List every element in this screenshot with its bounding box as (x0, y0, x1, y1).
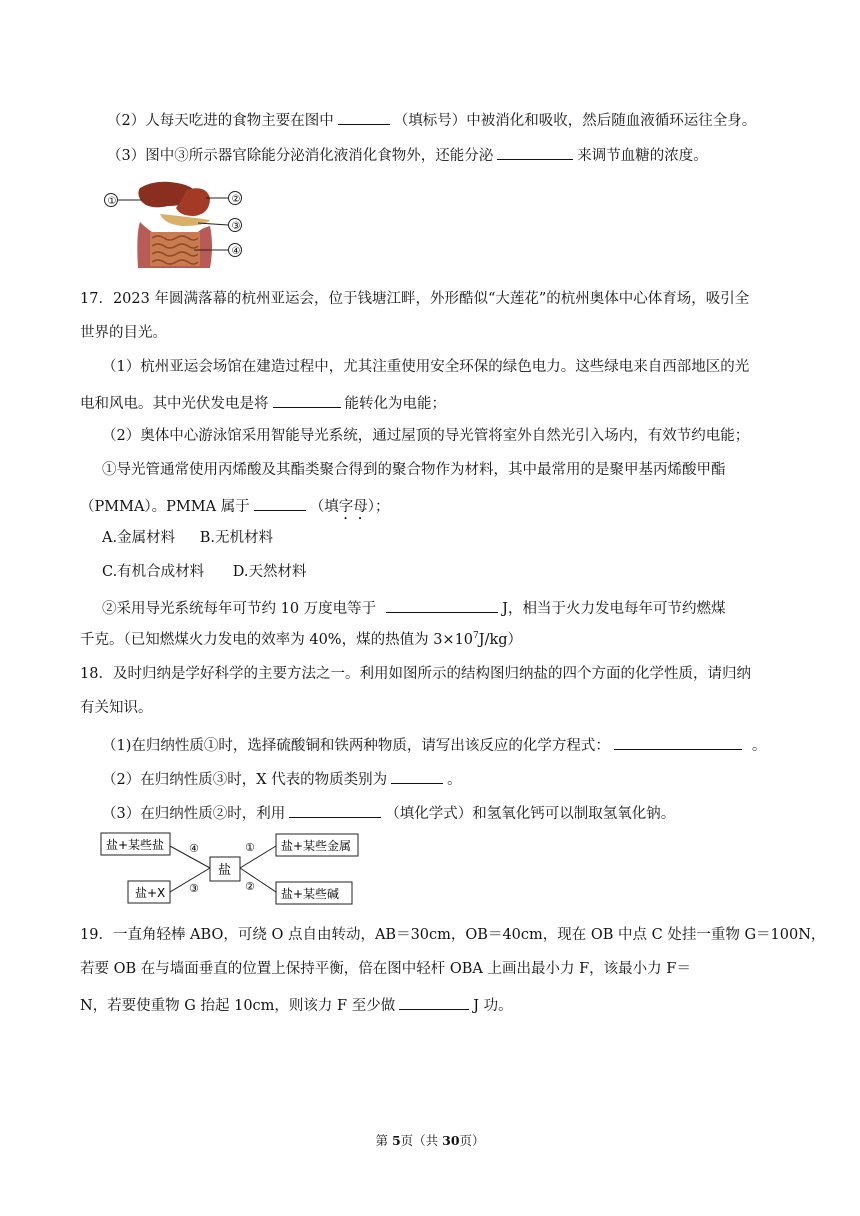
q18-intro-line1: 18．及时归纳是学好科学的主要方法之一。利用如图所示的结构图归纳盐的四个方面的化学性质，请归纳 (80, 666, 751, 682)
q16-part3: （3）图中③所示器官除能分泌消化液消化食物外，还能分泌 来调节血糖的浓度。 (107, 143, 708, 166)
q17-part2-line4: ②采用导光系统每年可节约 10 万度电等于 J，相当于火力发电每年可节约燃煤 (102, 596, 725, 619)
label-salt-plus-metal: 盐+某些金属 (281, 839, 352, 853)
salt-properties-diagram (100, 828, 362, 908)
page-footer: 第 5页（共 30页） (375, 1133, 485, 1148)
figure-label-3: ③ (231, 221, 241, 232)
q17-options-row1 (102, 528, 273, 548)
q17-options-row2 (102, 562, 307, 582)
figure-label-2: ② (231, 194, 241, 205)
option-a: A.金属材料 (102, 530, 176, 546)
option-b: B.无机材料 (199, 530, 273, 546)
figure-label-4: ④ (231, 246, 241, 257)
q17-part2-line2: ①导光管通常使用丙烯酸及其酯类聚合得到的聚合物作为材料，其中最常用的是聚甲基丙烯酸甲酯 (102, 462, 726, 478)
label-salt-plus-x: 盐+X (135, 886, 166, 900)
marker-1: ① (245, 841, 255, 854)
marker-2: ② (245, 880, 255, 893)
answer-blank[interactable] (391, 767, 443, 784)
answer-blank[interactable] (338, 108, 390, 125)
q17-intro-line1: 17．2023 年圆满落幕的杭州亚运会，位于钱塘江畔，外形酷似“大莲花”的杭州奥体中心体育场，吸引全 (80, 291, 750, 307)
q19-line2: 若要 OB 在与墙面垂直的位置上保持平衡，倍在图中轻杆 OBA 上画出最小力 F，该最小力 F＝ (80, 961, 691, 977)
digestive-system-figure (102, 176, 252, 274)
q17-part1-line2: 电和风电。其中光伏发电是将 能转化为电能； (80, 391, 446, 414)
q18-part2: （2）在归纳性质③时，X 代表的物质类别为 。 (102, 767, 462, 790)
q19-line3: N，若要使重物 G 抬起 10cm，则该力 F 至少做 J 功。 (80, 993, 513, 1016)
q18-part1: （1)在归纳性质①时，选择硫酸铜和铁两种物质，请写出该反应的化学方程式： 。 (102, 733, 766, 756)
option-d: D.天然材料 (232, 564, 307, 580)
answer-blank[interactable] (273, 391, 341, 408)
current-page: 5 (391, 1133, 401, 1148)
option-c: C.有机合成材料 (102, 564, 205, 580)
q17-part2-line3: （PMMA）。PMMA 属于 （填字母）； (80, 494, 389, 523)
q19-line1: 19．一直角轻棒 ABO，可绕 O 点自由转动，AB＝30cm，OB＝40cm，现在 OB 中点 C 处挂一重物 G＝100N， (80, 927, 826, 943)
q17-part2-line1: （2）奥体中心游泳馆采用智能导光系统，通过屋顶的导光管将室外自然光引入场内，有效节约电能； (102, 428, 750, 444)
answer-blank[interactable] (614, 733, 742, 750)
q18-intro-line2: 有关知识。 (80, 700, 153, 716)
answer-blank[interactable] (497, 143, 573, 160)
marker-3: ③ (189, 882, 199, 895)
answer-blank[interactable] (386, 596, 498, 613)
pancreas-shape (160, 214, 210, 226)
answer-blank[interactable] (254, 494, 306, 511)
total-pages: 30 (442, 1133, 460, 1148)
marker-4: ④ (189, 842, 199, 855)
q18-part3: （3）在归纳性质②时，利用 （填化学式）和氢氧化钙可以制取氢氧化钠。 (102, 801, 675, 824)
label-salt-plus-salt: 盐+某些盐 (106, 838, 165, 852)
q17-part2-line5: 千克。（已知燃煤火力发电的效率为 40%，煤的热值为 $3\times 10^7J/kg$） (80, 631, 523, 648)
label-salt-plus-base: 盐+某些碱 (281, 887, 340, 901)
q17-intro-line2: 世界的目光。 (80, 325, 167, 341)
q17-part1-line1: （1）杭州亚运会场馆在建造过程中，尤其注重使用安全环保的绿色电力。这些绿电来自西部地区的光 (102, 359, 750, 375)
answer-blank[interactable] (399, 993, 469, 1010)
answer-blank[interactable] (289, 801, 381, 818)
label-salt-center: 盐 (218, 863, 232, 878)
q16-part2: （2）人每天吃进的食物主要在图中 （填标号）中被消化和吸收，然后随血液循环运往全身。 (107, 108, 756, 131)
figure-label-1: ① (107, 196, 117, 207)
